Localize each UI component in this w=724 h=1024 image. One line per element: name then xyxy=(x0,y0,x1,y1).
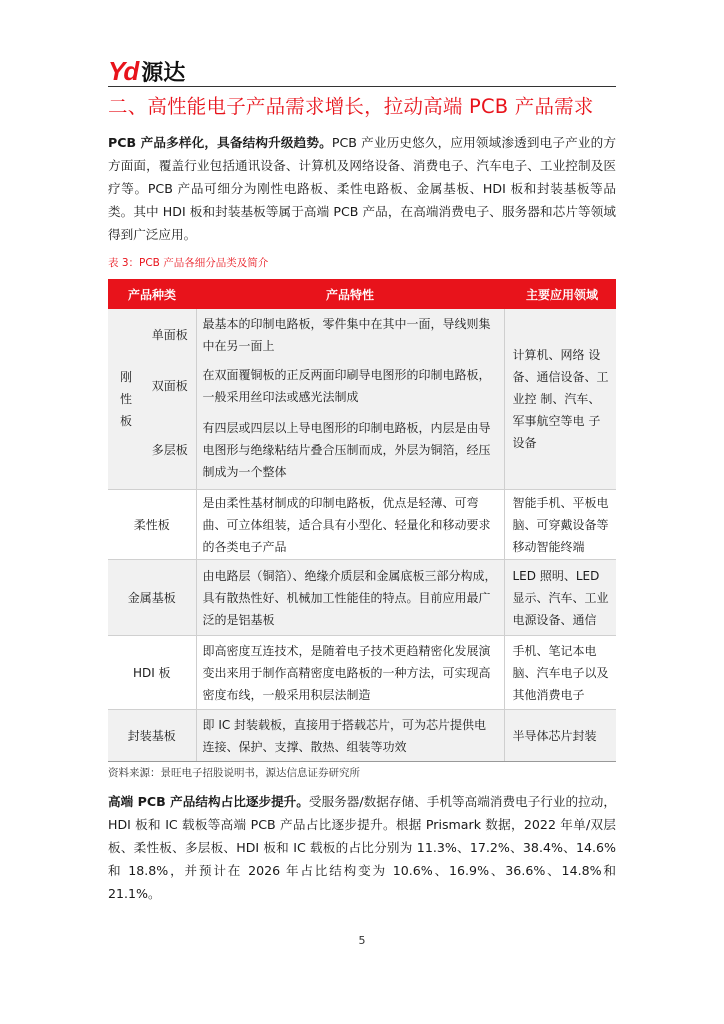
row-app: 智能手机、平板电脑、可穿戴设备等移动智能终端 xyxy=(504,490,616,560)
rigid-label xyxy=(108,366,144,432)
row-desc: 由电路层（铜箔）、绝缘介质层和金属底板三部分构成，具有散热性好、机械加工性能佳的特点。目前应用最广泛的是铝基板 xyxy=(196,560,504,636)
row-app: LED 照明、LED 显示、汽车、工业电源设备、通信 xyxy=(504,560,616,636)
intro-bold: PCB 产品多样化，具备结构升级趋势。 xyxy=(108,135,332,150)
header-feature: 产品特性 xyxy=(196,279,504,309)
table-row-hdi xyxy=(108,636,616,710)
rigid-desc-single: 最基本的印制电路板，零件集中在其中一面，导线则集中在另一面上 xyxy=(202,317,491,353)
section-heading xyxy=(108,86,616,119)
page-number: 5 xyxy=(358,934,366,947)
table-source: 资料来源：景旺电子招股说明书，源达信息证券研究所 xyxy=(108,767,360,779)
rigid-sub-single: 单面板 xyxy=(151,328,188,342)
para2-bold: 高端 PCB 产品结构占比逐步提升。 xyxy=(108,794,309,809)
table-row-flex xyxy=(108,490,616,560)
rigid-desc-double: 在双面覆铜板的正反两面印刷导电图形的印制电路板，一般采用丝印法或感光法制成 xyxy=(202,368,491,404)
row-desc: 即高密度互连技术，是随着电子技术更趋精密化发展演变出来用于制作高精密度电路板的一种方法，可实现高密度布线，一般采用积层法制造 xyxy=(196,636,504,710)
row-category: 金属基板 xyxy=(108,560,196,636)
row-app: 手机、笔记本电脑、汽车电子以及其他消费电子 xyxy=(504,636,616,710)
rigid-desc-multi: 有四层或四层以上导电图形的印制电路板，内层是由导电图形与绝缘粘结片叠合压制而成，外层为铜箔，经压制成为一个整体 xyxy=(202,421,491,479)
header-application: 主要应用领域 xyxy=(504,279,616,309)
table-row-metal xyxy=(108,560,616,636)
row-app: 半导体芯片封装 xyxy=(504,710,616,762)
table-row-substrate xyxy=(108,710,616,762)
row-category: 封装基板 xyxy=(108,710,196,762)
row-desc: 是由柔性基材制成的印制电路板，优点是轻薄、可弯曲、可立体组装，适合具有小型化、轻量化和移动要求的各类电子产品 xyxy=(196,490,504,560)
table-row-rigid xyxy=(108,309,616,490)
rigid-char: 刚 xyxy=(119,370,132,384)
rigid-desc-cell xyxy=(196,309,504,490)
rigid-sub-multi: 多层板 xyxy=(151,443,188,457)
logo-mark: Yd xyxy=(108,55,138,86)
pcb-category-table xyxy=(108,279,616,762)
logo-text: 源达 xyxy=(141,60,186,86)
logo xyxy=(108,56,185,86)
para2-text: 受服务器/数据存储、手机等高端消费电子行业的拉动，HDI 板和 IC 载板等高端 PCB 产品占比逐步提升。根据 Prismark 数据，2022 年单/双层板、柔性板、多层板、HDI 板和 IC 载板的占比分别为 11.3%、17.2%、38.4%、14.6%和 18.8%，并预计在 2026 年占比结构变为 10.6%、16.9%、36.6%、14.8%和 21.1%。 xyxy=(108,794,616,901)
row-category: HDI 板 xyxy=(108,636,196,710)
rigid-char: 板 xyxy=(119,414,132,428)
header-category: 产品种类 xyxy=(108,279,196,309)
rigid-app-cell: 计算机、网络 设备、通信设备、工业控 制、汽车、军事航空等电 子设备 xyxy=(504,309,616,490)
rigid-category-cell xyxy=(108,309,196,490)
intro-paragraph xyxy=(108,131,616,246)
table-header-row xyxy=(108,279,616,309)
rigid-sub-double: 双面板 xyxy=(151,379,188,393)
table-title: 表 3：PCB 产品各细分品类及简介 xyxy=(108,257,269,269)
intro-text: PCB 产业历史悠久，应用领域渗透到电子产业的方方面面，覆盖行业包括通讯设备、计算机及网络设备、消费电子、汽车电子、工业控制及医疗等。PCB 产品可细分为刚性电路板、柔性电路板、金属基板、HDI 板和封装基板等品类。其中 HDI 板和封装基板等属于高端 PCB 产品，在高端消费电子、服务器和芯片等领域得到广泛应用。 xyxy=(108,135,616,242)
row-desc: 即 IC 封装载板，直接用于搭载芯片，可为芯片提供电连接、保护、支撑、散热、组装等功效 xyxy=(196,710,504,762)
row-category: 柔性板 xyxy=(108,490,196,560)
structure-paragraph xyxy=(108,790,616,905)
rigid-char: 性 xyxy=(119,392,132,406)
heading-text: 二、高性能电子产品需求增长，拉动高端 PCB 产品需求 xyxy=(108,95,594,118)
